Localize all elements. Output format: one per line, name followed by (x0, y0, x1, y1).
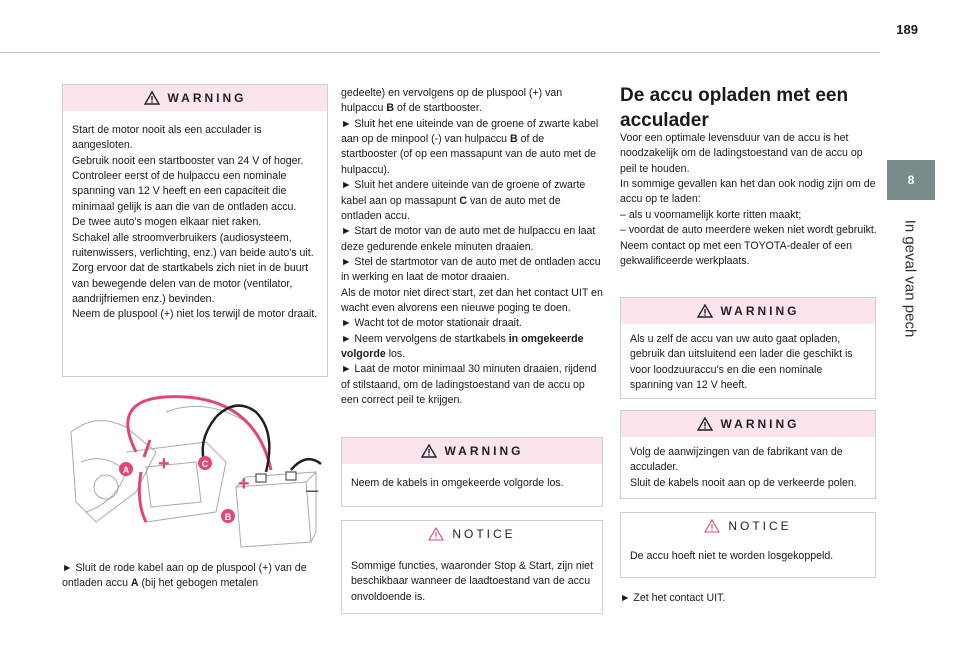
chapter-title: In geval van pech (901, 219, 919, 338)
warning-triangle-icon (421, 444, 437, 458)
black-cable-icon (291, 459, 321, 470)
warning-header (63, 85, 327, 111)
warning-triangle-icon (697, 417, 713, 431)
section-intro: Voor een optimale levensduur van de accu is het noodzakelijk om de ladingstoestand van de accu op peil te houden. In sommige gevallen kan het dan ook nodig zijn om de accu op te laden: – als u voornamelijk korte ritten maakt; – voordat de auto meerdere weken niet wordt gebruikt. Neem contact op met een TOYOTA-dealer of een gekwalificeerde werkplaats. (620, 132, 877, 267)
svg-text:C: C (201, 459, 209, 469)
notice-triangle-icon (428, 527, 444, 541)
warning-box-1 (62, 84, 328, 377)
header-divider (0, 52, 880, 53)
page-number: 189 (896, 22, 918, 37)
warning-line: Gebruik nooit een startbooster van 24 V of hoger. (72, 154, 304, 167)
warning-line: Controleer eerst of de hulpaccu een nominale spanning van 12 V heeft en een capaciteit die minimaal gelijk is aan die van de ontladen accu. (72, 170, 297, 213)
warning-line: De twee auto's mogen elkaar niet raken. (72, 216, 262, 229)
section-title: De accu opladen met een acculader (620, 85, 849, 131)
notice-triangle-icon (704, 519, 720, 533)
instruction-steps: gedeelte) en vervolgens op de pluspool (+) van hulpaccu B of de startbooster. ► Sluit het ene uiteinde van de groene of zwarte kabel aan op de minpool (-) van hulpaccu B of de startbooster (of op een massapunt van de auto met de hulpaccu). ► Sluit het andere uiteinde van de groene of zwarte kabel aan op massapunt C van de auto met de ontladen accu. ► Start de motor van de auto met de hulpaccu en laat deze gedurende enkele minuten draaien. ► Stel de startmotor van de auto met de ontladen accu in werking en laat de motor draaien. Als de motor niet direct start, zet dan het contact UIT en wacht even alvorens een nieuwe poging te doen. ► Wacht tot de motor stationair draait. ► Neem vervolgens de startkabels in omgekeerde volgorde los. ► Laat de motor minimaal 30 minuten draaien, rijdend of stilstaand, om de ladingstoestand van de accu op een correct peil te krijgen. (341, 87, 603, 407)
warning-line: Neem de pluspool (+) niet los terwijl de motor draait. (72, 308, 318, 321)
warning-triangle-icon (697, 304, 713, 318)
chapter-number-tab[interactable]: 8 (887, 160, 935, 200)
warning-box-3: WARNING Als u zelf de accu van uw auto gaat opladen, gebruik dan uitsluitend een lader die geschikt is voor loodzuuraccu's en die een nominale spanning van 12 V heeft. (620, 297, 876, 399)
svg-text:A: A (122, 465, 130, 475)
step-text: ► Sluit de rode kabel aan op de pluspool (+) van de ontladen accu A (bij het gebogen metalen (62, 562, 307, 590)
warning-line: Zorg ervoor dat de startkabels zich niet in de buurt van bewegende delen van de motor (ventilator, aandrijfriemen enz.) bevinden. (72, 262, 309, 305)
svg-text:+: + (238, 473, 250, 495)
jump-start-illustration (66, 392, 326, 552)
last-step: ► Zet het contact UIT. (620, 592, 726, 604)
notice-box-1: NOTICE Sommige functies, waaronder Stop & Start, zijn niet beschikbaar wanneer de laadtoestand van de accu onvoldoende is. (341, 520, 603, 614)
warning-box-2: WARNING Neem de kabels in omgekeerde volgorde los. (341, 437, 603, 507)
svg-text:+: + (158, 453, 170, 475)
svg-text:–: – (306, 477, 319, 502)
svg-text:B: B (224, 512, 232, 522)
warning-label: WARNING (167, 91, 247, 105)
warning-line: Schakel alle stroomverbruikers (audiosysteem, ruitenwissers, verlichting, enz.) van beide auto's uit. (72, 231, 314, 259)
warning-box-4: WARNING Volg de aanwijzingen van de fabrikant van de acculader. Sluit de kabels nooit aan op de verkeerde polen. (620, 410, 876, 499)
warning-triangle-icon (144, 91, 160, 105)
warning-line: Start de motor nooit als een acculader is aangesloten. (72, 124, 262, 152)
notice-box-2: NOTICE De accu hoeft niet te worden losgekoppeld. (620, 512, 876, 578)
